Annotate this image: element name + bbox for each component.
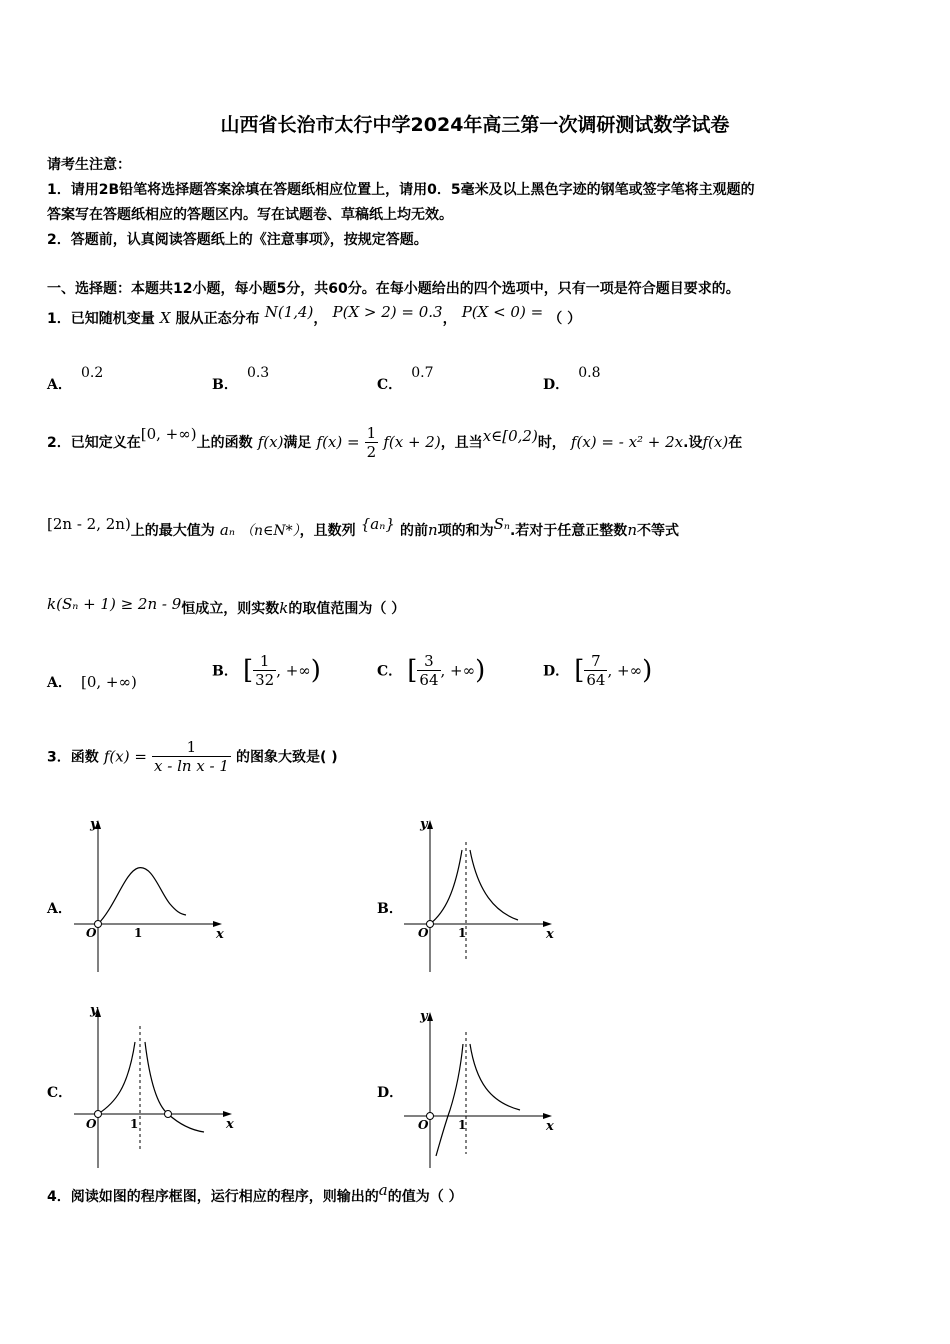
question-2-line-1: 2．已知定义在[0, +∞)上的函数 f(x)满足 f(x) = $\frac{1}{2}$ f(x + 2)，且当x∈[0,2)时， f(x) = - x² + 2x.设f(x)在 <box>47 424 743 461</box>
q2-option-d[interactable]: D． [ $\frac{7}{64}$ , +∞) <box>543 652 653 689</box>
q2-option-a[interactable]: A． [0, +∞) <box>47 673 137 691</box>
svg-text:O: O <box>86 1117 97 1131</box>
q3-option-a[interactable]: A． <box>47 901 72 917</box>
svg-text:y: y <box>90 817 98 832</box>
svg-text:O: O <box>418 926 429 940</box>
svg-text:y: y <box>90 1003 98 1018</box>
q1-given: P(X > 2) = 0.3 <box>332 303 443 321</box>
svg-text:x: x <box>546 1119 554 1134</box>
notice-line-3: 2．答题前，认真阅读答题纸上的《注意事项》，按规定答题。 <box>47 232 428 248</box>
q1-ask: P(X < 0) = <box>461 303 544 321</box>
q2-option-c[interactable]: C． [ $\frac{3}{64}$ , +∞) <box>377 652 486 689</box>
notice-line-1: 1．请用2B铅笔将选择题答案涂填在答题纸相应位置上，请用0．5毫米及以上黑色字迹的钢笔或签字笔将主观题的 <box>47 182 755 198</box>
svg-text:O: O <box>86 926 97 940</box>
svg-text:y: y <box>420 1009 428 1024</box>
q1-comma: ， <box>313 311 328 327</box>
svg-text:1: 1 <box>130 1117 139 1131</box>
page-title: 山西省长治市太行中学2024年高三第一次调研测试数学试卷 <box>220 114 730 136</box>
question-4: 4．阅读如图的程序框图，运行相应的程序，则输出的a的值为（ ） <box>47 1181 463 1205</box>
svg-text:1: 1 <box>458 1118 467 1132</box>
graph-c <box>70 998 240 1170</box>
q2-half-fraction: $\frac{1}{2}$ <box>366 424 377 461</box>
q1-mid: 服从正态分布 <box>175 311 260 327</box>
question-3: 3．函数 f(x) = $\frac{1}{\text{x - ln x - 1}}$ 的图象大致是( ) <box>47 738 338 775</box>
q3-option-d[interactable]: D． <box>377 1085 404 1101</box>
q1-var: X <box>159 309 171 327</box>
svg-text:1: 1 <box>458 926 467 940</box>
graph-b <box>400 812 560 974</box>
q1-dist: N(1,4) <box>264 303 314 321</box>
svg-text:O: O <box>418 1118 429 1132</box>
q3-fraction: $\frac{1}{\text{x - ln x - 1}}$ <box>154 738 229 775</box>
notice-line-2: 答案写在答题纸相应的答题区内。写在试题卷、草稿纸上均无效。 <box>47 207 453 223</box>
q1-prefix: 1．已知随机变量 <box>47 311 155 327</box>
graph-a <box>70 812 230 974</box>
graph-d <box>400 1004 560 1170</box>
q3-option-b[interactable]: B． <box>377 901 403 917</box>
notice-heading: 请考生注意： <box>47 157 131 173</box>
svg-text:y: y <box>420 817 428 832</box>
q1-option-b[interactable]: B． 0.3 <box>212 365 270 393</box>
svg-text:x: x <box>226 1117 234 1132</box>
svg-text:x: x <box>216 927 224 942</box>
q1-paren: （ ） <box>548 311 582 327</box>
q2-domain: [0, +∞) <box>140 425 197 443</box>
q1-option-d[interactable]: D． 0.8 <box>543 365 601 393</box>
q2-option-b[interactable]: B． [ $\frac{1}{32}$ , +∞) <box>212 652 321 689</box>
question-2-line-2: [2n - 2, 2n)上的最大值为 aₙ （n∈N*），且数列 {aₙ} 的前n项的和为Sₙ.若对于任意正整数n不等式 <box>47 515 679 539</box>
q1-option-a[interactable]: A． 0.2 <box>47 365 104 393</box>
question-2-line-3: k(Sₙ + 1) ≥ 2n - 9恒成立，则实数k的取值范围为（ ） <box>47 595 406 617</box>
svg-text:1: 1 <box>134 926 143 940</box>
question-1: 1．已知随机变量 X 服从正态分布 N(1,4)， P(X > 2) = 0.3， P(X < 0) = （ ） <box>47 303 582 327</box>
svg-text:x: x <box>546 927 554 942</box>
section-heading: 一、选择题：本题共12小题，每小题5分，共60分。在每小题给出的四个选项中，只有一项是符合题目要求的。 <box>47 281 740 297</box>
q3-option-c[interactable]: C． <box>47 1085 73 1101</box>
q1-option-c[interactable]: C． 0.7 <box>377 365 434 393</box>
